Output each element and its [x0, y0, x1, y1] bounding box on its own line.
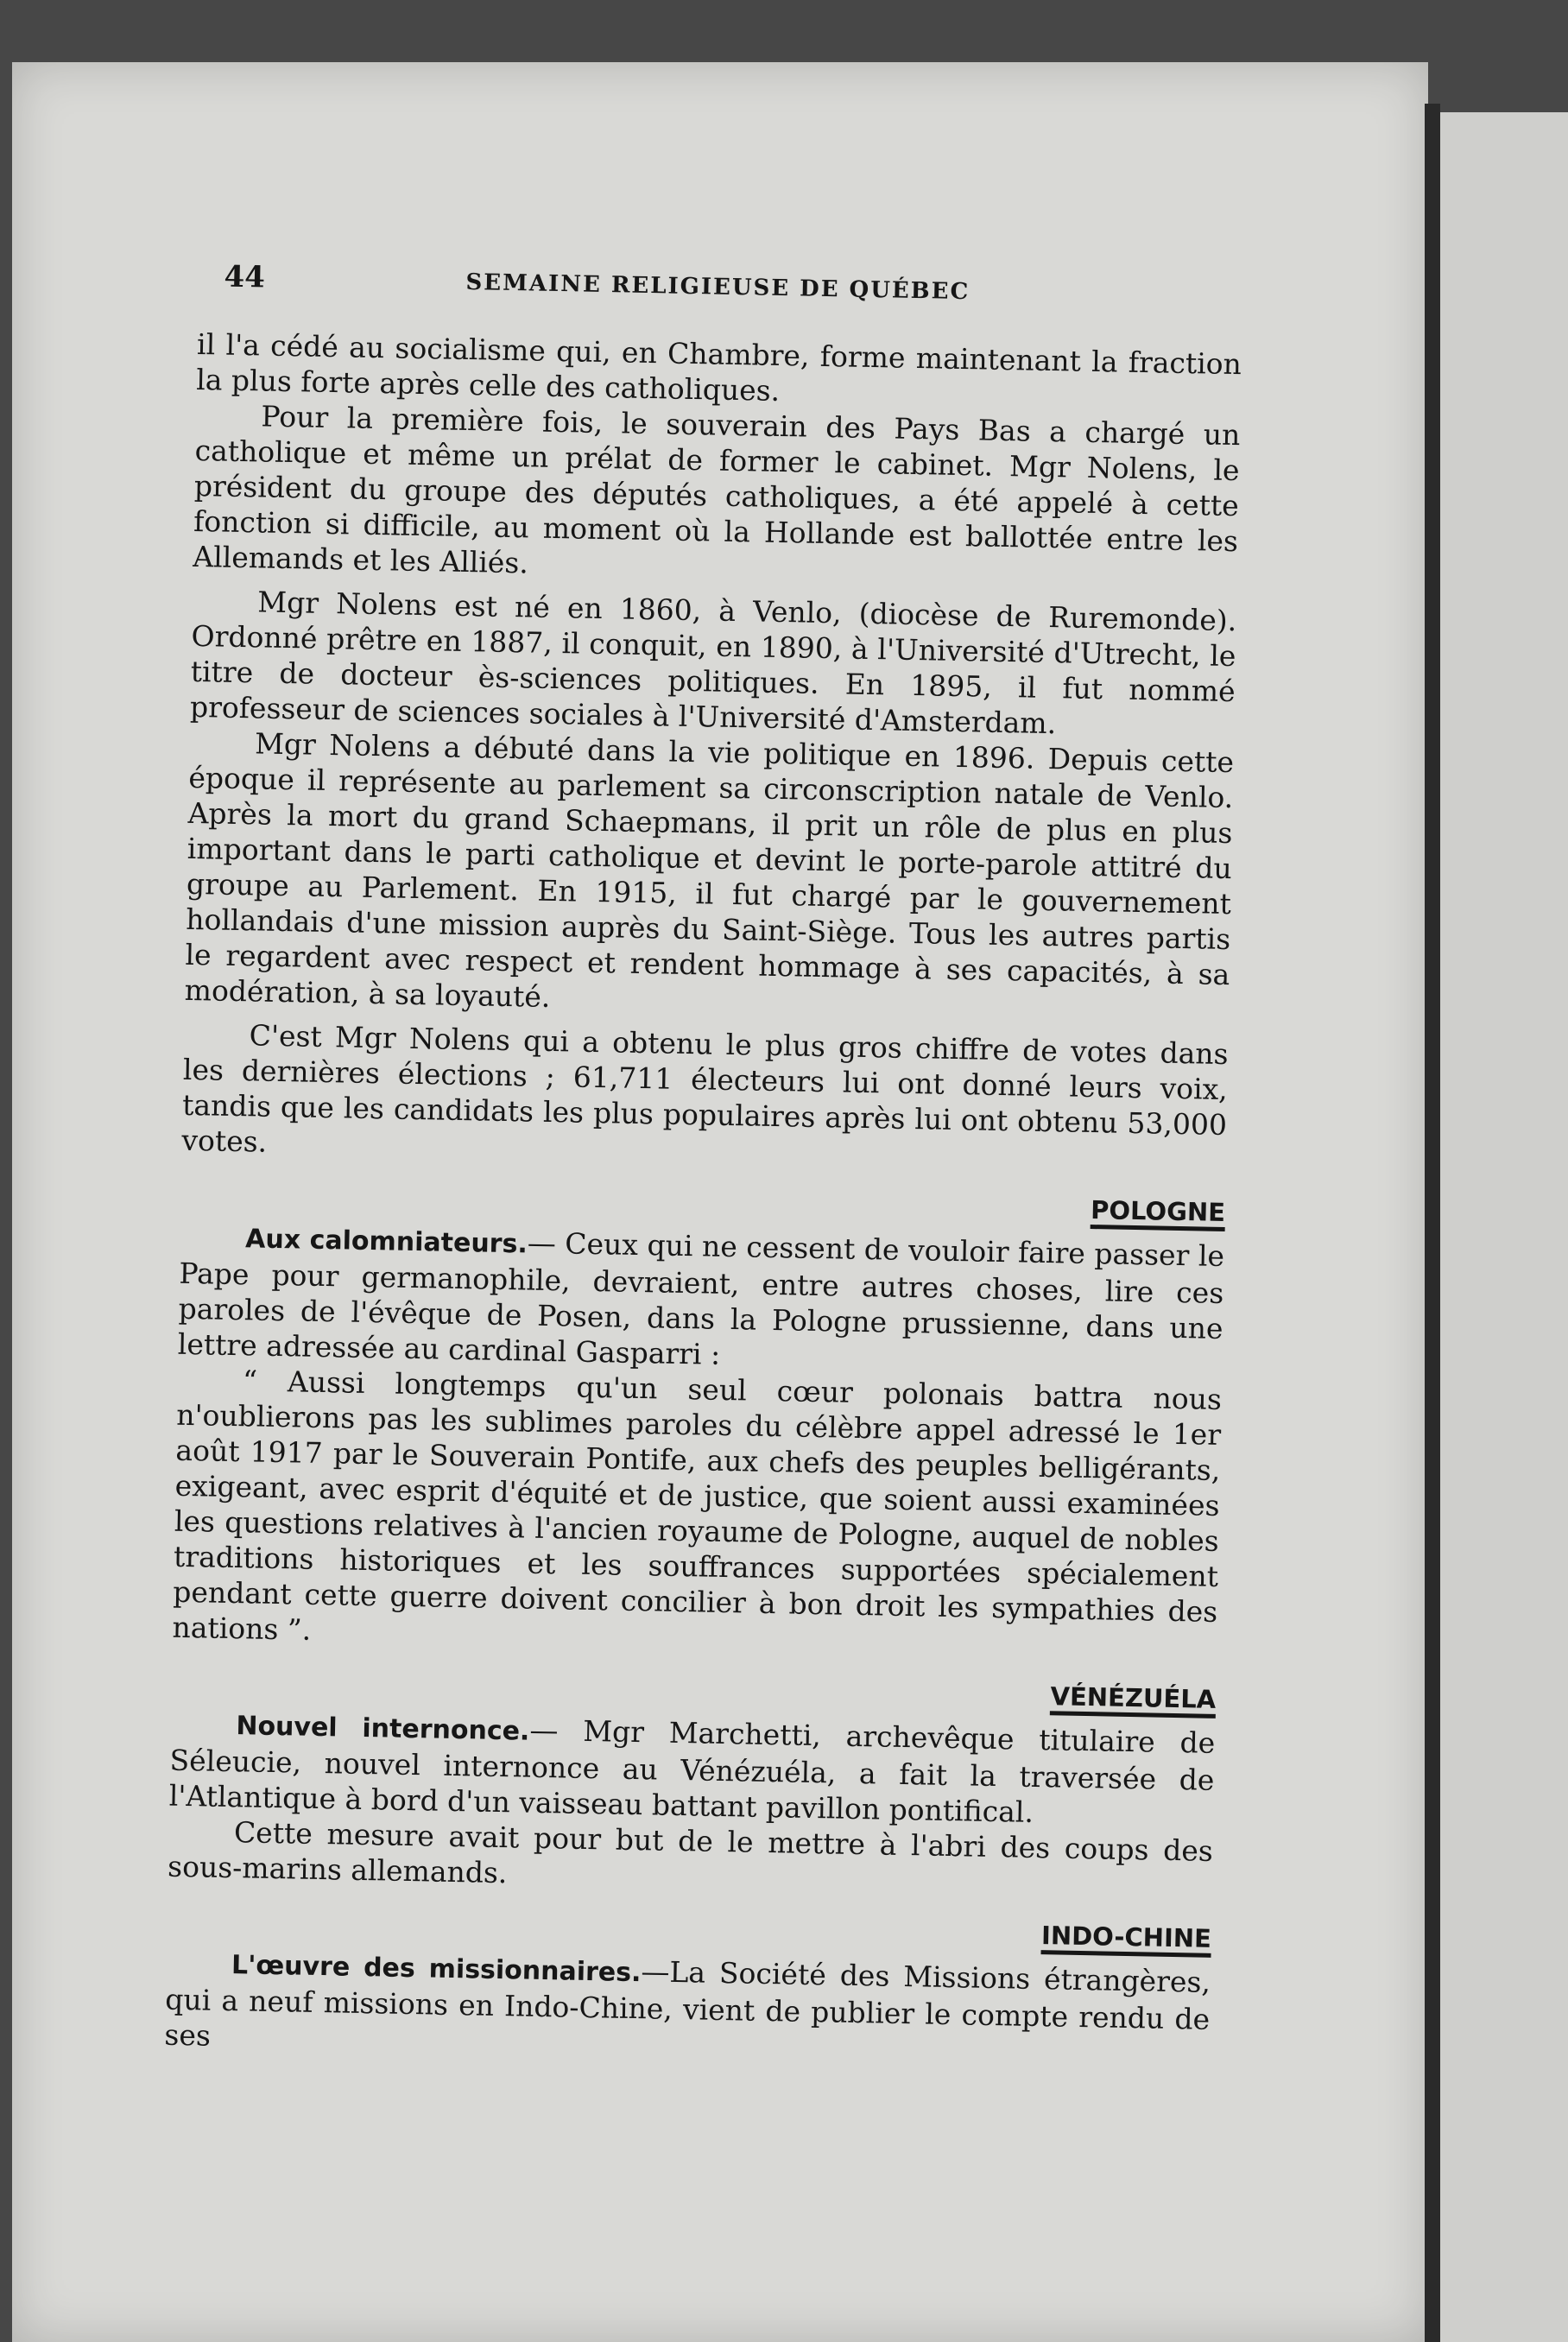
- pologne-paragraph: [177, 1218, 1224, 1382]
- pologne-text: — Ceux qui ne cessent de vouloir faire passer le Pape pour germanophile, devraient, entre autres choses, lire ces paroles de l'évêque de Posen, dans la Pologne prussienne, dans une lettre adressée au cardinal Gasparri :: [177, 1225, 1225, 1371]
- paragraph-elections: C'est Mgr Nolens qui a obtenu le plus gros chiffre de votes dans les dernières élections ; 61,711 électeurs lui ont donné leurs voix, tandis que les candidats les plus populaires après lui ont obtenu 53,000 votes.: [181, 1018, 1229, 1159]
- pologne-quote: “ Aussi longtemps qu'un seul cœur polonais battra nous n'oublierons pas les sublimes paroles du célèbre appel adressé le 1er août 1917 par le Souverain Pontife, aux chefs des peuples belligérants, exigeant, avec esprit d'équité et de justice, que soient aussi examinées les questions relatives à l'ancien royaume de Pologne, auquel de nobles traditions historiques et les souffrances supportées spécialement pendant cette guerre doivent concilier à bon droit les sympathies des nations ”.: [172, 1364, 1223, 1647]
- page-number: 44: [224, 259, 266, 295]
- running-head-title: SEMAINE RELIGIEUSE DE QUÉBEC: [465, 269, 971, 306]
- paragraph-biography: Mgr Nolens est né en 1860, à Venlo, (diocèse de Ruremonde). Ordonné prêtre en 1887, il conquit, en 1890, à l'Université d'Utrecht, le titre de docteur ès-sciences politiques. En 1895, il fut nommé professeur de sciences sociales à l'Université d'Amsterdam.: [189, 585, 1237, 741]
- indochine-text: —La Société des Missions étrangères, qui a neuf missions en Indo-Chine, vient de publier le compte rendu de ses: [164, 1954, 1211, 2053]
- adjacent-page-edge: [1440, 112, 1568, 2342]
- page-content: [164, 259, 1243, 2073]
- page-gutter-edge: [1425, 104, 1440, 2342]
- venezuela-paragraph: [168, 1706, 1215, 1833]
- indochine-paragraph: [164, 1945, 1211, 2073]
- paragraph-continuation: il l'a cédé au socialisme qui, en Chambre, forme maintenant la fraction la plus forte après celle des catholiques.: [195, 326, 1242, 408]
- indochine-lead: L'œuvre des missionnaires.: [231, 1950, 642, 1989]
- venezuela-paragraph-2: Cette mesure avait pour but de le mettre à l'abri des coups des sous-marins allemands.: [167, 1815, 1214, 1890]
- venezuela-lead: Nouvel internonce.: [236, 1711, 530, 1747]
- section-heading-indochine-text: INDO-CHINE: [1041, 1921, 1212, 1958]
- pologne-lead: Aux calomniateurs.: [244, 1224, 528, 1260]
- paragraph-cabinet: Pour la première fois, le souverain des Pays Bas a chargé un catholique et même un prélat de former le cabinet. Mgr Nolens, le président du groupe des députés catholiques, a été appelé à cette fonction si difficile, au moment où la Hollande est ballottée entre les Allemands et les Alliés.: [193, 399, 1241, 580]
- section-heading-venezuela-text: VÉNÉZUÉLA: [1050, 1681, 1216, 1719]
- venezuela-text: — Mgr Marchetti, archevêque titulaire de Séleucie, nouvel internonce au Vénézuéla, a fait la traversée de l'Atlantique à bord d'un vaisseau battant pavillon pontifical.: [168, 1712, 1216, 1829]
- paragraph-politics: Mgr Nolens a débuté dans la vie politique en 1896. Depuis cette époque il représente au parlement sa circonscription natale de Venlo. Après la mort du grand Schaepmans, il prit un rôle de plus en plus important dans le parti catholique et devint le porte-parole attitré du groupe au Parlement. En 1915, il fut chargé par le gouvernement hollandais d'une mission auprès du Saint-Siège. Tous les autres partis le regardent avec respect et rendent hommage à ses capacités, à sa modération, à sa loyauté.: [184, 726, 1235, 1014]
- section-heading-pologne-text: POLOGNE: [1091, 1195, 1226, 1231]
